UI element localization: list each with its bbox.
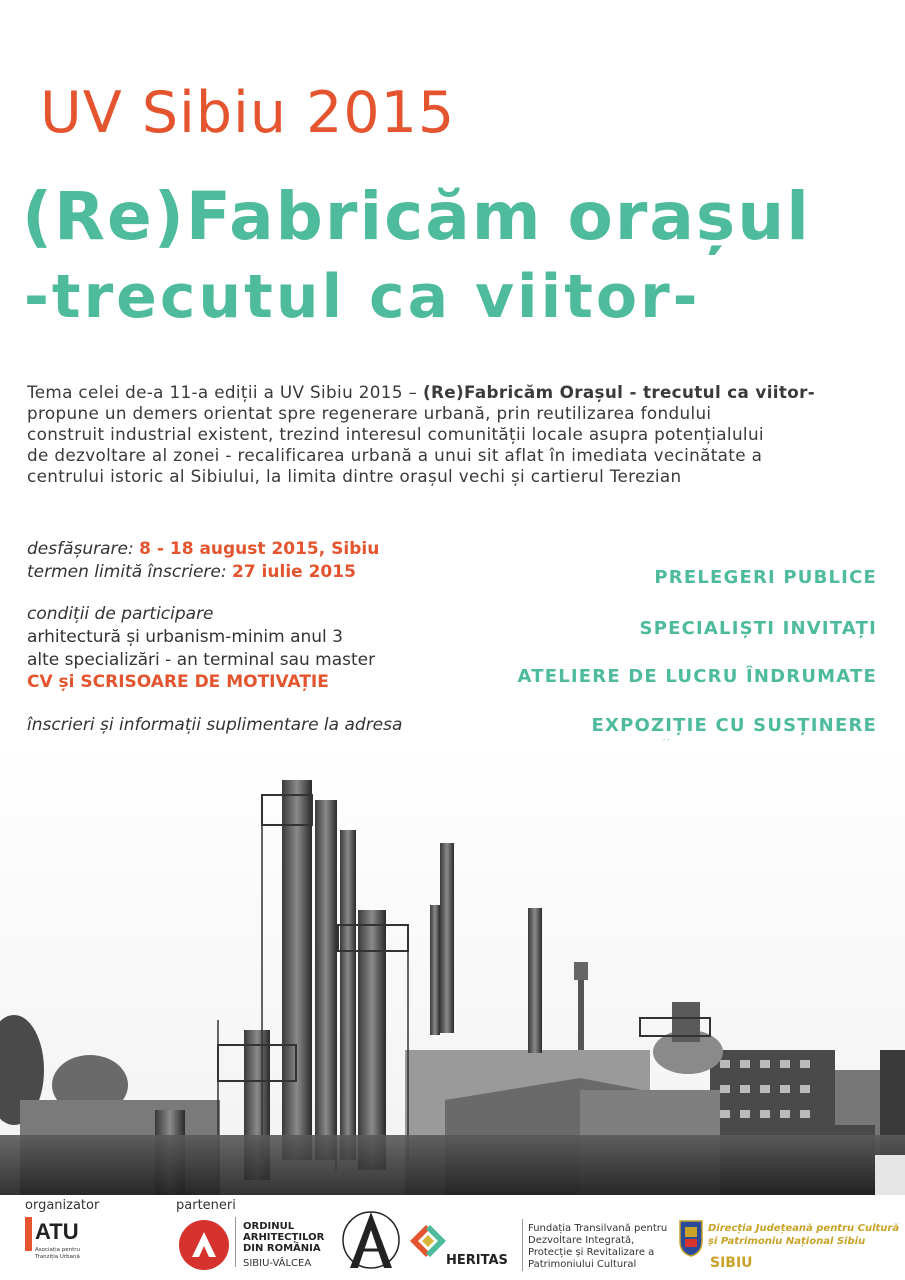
conditions-title-text: condiții de participare	[27, 604, 214, 624]
subtitle: -trecutul ca viitor-	[24, 262, 701, 332]
dj-line-1: Direcția Județeană pentru Cultură	[708, 1223, 900, 1234]
heritas-line-3: Protecție și Revitalizare a	[528, 1247, 655, 1258]
atu-logo	[25, 1217, 85, 1275]
deadline-label: termen limită înscriere:	[27, 562, 232, 582]
main-title: (Re)Fabricăm orașul	[22, 178, 811, 255]
dj-culture-name	[708, 1222, 899, 1248]
partners-label: parteneri	[176, 1198, 236, 1213]
heritas-logo-icon	[408, 1223, 448, 1259]
heritas-name: HERITAS	[446, 1253, 508, 1268]
oar-line-3: DIN ROMÂNIA	[243, 1243, 321, 1254]
feature-public-lectures: PRELEGERI PUBLICE	[654, 567, 877, 588]
intro-theme-bold: (Re)Fabricăm Orașul - trecutul ca viitor-	[422, 382, 816, 402]
atu-subtitle-line-2: Tranziția Urbană	[35, 1254, 80, 1260]
heritas-divider	[522, 1219, 523, 1271]
schedule-line	[27, 538, 379, 560]
feature-invited-specialists: SPECIALIȘTI INVITAȚI	[639, 618, 877, 639]
atu-subtitle-line-1: Asociația pentru	[35, 1247, 80, 1253]
dj-city: SIBIU	[710, 1255, 753, 1271]
heritas-line-1: Fundația Transilvană pentru	[528, 1223, 668, 1234]
intro-line-2: propune un demers orientat spre regenerare urbană, prin reutilizarea fondului	[27, 403, 712, 423]
conditions-highlight: CV și SCRISOARE DE MOTIVAȚIE	[27, 672, 329, 692]
heritas-line-2: Dezvoltare Integrată,	[528, 1235, 635, 1246]
oar-branch: SIBIU-VÂLCEA	[243, 1258, 312, 1269]
deadline-line	[27, 561, 356, 583]
conditions-line-2: alte specializări - an terminal sau master	[27, 650, 376, 670]
footer	[0, 1195, 905, 1280]
oar-logo-icon	[178, 1219, 230, 1271]
contact-label	[27, 714, 402, 736]
architecture-a-logo-icon	[338, 1208, 404, 1272]
organizer-label: organizator	[25, 1198, 100, 1213]
oar-name	[243, 1221, 324, 1254]
heritas-line-4: Patrimoniului Cultural	[528, 1259, 637, 1270]
oar-line-1: ORDINUL	[243, 1221, 295, 1232]
deadline-value: 27 iulie 2015	[231, 562, 356, 582]
intro-line-1-text: Tema celei de-a 11-a ediții a UV Sibiu 2015 –	[27, 382, 423, 402]
heritas-description	[528, 1223, 667, 1271]
intro-line-1	[27, 382, 897, 403]
feature-exhibition-line-1: EXPOZIȚIE CU SUSȚINERE	[591, 715, 877, 736]
schedule-value: 8 - 18 august 2015, Sibiu	[139, 539, 380, 559]
dj-line-2: și Patrimoniu Național Sibiu	[708, 1236, 866, 1247]
conditions-line-1: arhitectură și urbanism-minim anul 3	[27, 627, 343, 647]
intro-line-3: construit industrial existent, trezind interesul comunității locale asupra potențialului	[27, 424, 764, 444]
coat-of-arms-icon	[678, 1219, 704, 1257]
intro-line-5: centrului istoric al Sibiului, la limita dintre orașul vechi și cartierul Terezian	[27, 466, 682, 486]
atu-logo-text: ATU	[35, 1219, 79, 1244]
industrial-skyline-photo	[0, 740, 905, 1195]
atu-subtitle	[35, 1247, 80, 1261]
oar-divider	[235, 1217, 236, 1267]
contact-label-text: înscrieri și informații suplimentare la adresa	[27, 715, 403, 735]
intro-line-4: de dezvoltare al zonei - recalificarea urbană a unui sit aflat în imediata vecinătate a	[27, 445, 763, 465]
feature-guided-workshops: ATELIERE DE LUCRU ÎNDRUMATE	[517, 666, 877, 687]
schedule-label: desfășurare:	[27, 539, 140, 559]
intro-paragraph	[27, 382, 897, 487]
edition-title: UV Sibiu 2015	[40, 80, 456, 146]
conditions-title	[27, 603, 214, 625]
atu-bar-icon	[25, 1217, 32, 1251]
oar-line-2: ARHITECȚILOR	[243, 1232, 325, 1243]
